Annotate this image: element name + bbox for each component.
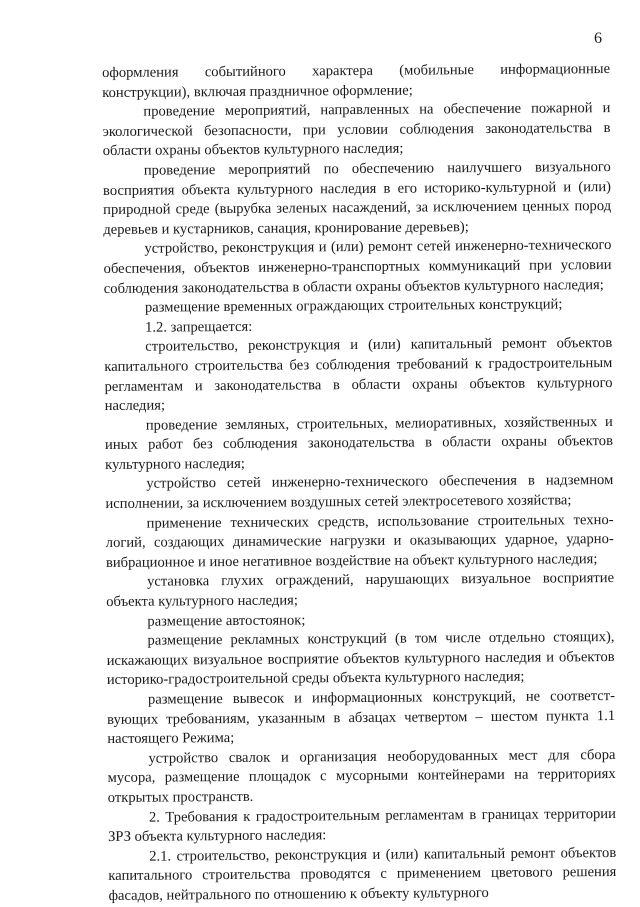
- paragraph: 2.1. строительство, реконструкция и (или) капитальный ремонт объектов капитального строительства проводятся с применением цветового решения фасадов, нейтрального по отношению к объекту культурного: [108, 844, 617, 904]
- paragraph: проведение мероприятий по обеспечению наилучшего визуального восприятия объекта культурного наследия в его историко-культурной и (или) природной среде (вырубка зеленых насаждений, за исключением ценных пород деревьев и кустарников, санация, кронирование деревьев);: [102, 158, 612, 238]
- paragraph: проведение земляных, строительных, мелиоративных, хозяйственных и иных работ без соблюдения законодательства в области охраны объектов культурного наследия;: [104, 413, 614, 473]
- section-heading-2: 2. Требования к градостроительным регламентам в границах территории ЗРЗ объекта культурного наследия:: [108, 805, 616, 846]
- paragraph-continued: оформления событийного характера (мобильные информационные конструкции), включая праздничное оформление;: [102, 61, 611, 101]
- paragraph: размещение рекламных конструкций (в том числе отдельно стоящих), искажающих визуальное восприятие объектов культурного наследия и объектов историко-градостроительной среды объекта культурного наследия;: [106, 629, 615, 689]
- paragraph: размещение временных ограждающих строительных конструкций;: [144, 296, 563, 316]
- paragraph: установка глухих ограждений, нарушающих визуальное восприятие объекта культурного наследия;: [106, 570, 615, 611]
- paragraph: строительство, реконструкция и (или) капитальный ремонт объектов капитального строительства без соблюдения требований к градостроительным регламентам и законодательства в области охраны объектов культурного наследия;: [104, 335, 613, 415]
- section-heading-1-2: 1.2. запрещается:: [145, 318, 253, 336]
- paragraph: размещение вывесок и информационных конструкций, не соответствующих требованиям, указанным в абзацах четвертом – шестом пункта 1.1 настоящего Режима;: [107, 687, 616, 748]
- paragraph: размещение автостоянок;: [147, 612, 306, 630]
- paragraph: устройство свалок и организация необорудованных мест для сбора мусора, размещение площадок с мусорными контейнерами на территориях открытых пространств.: [107, 746, 616, 806]
- page-number: 6: [594, 30, 602, 47]
- paragraph: устройство сетей инженерно-технического обеспечения в надземном исполнении, за исключением воздушных сетей электросетевого хозяйства;: [105, 472, 614, 513]
- paragraph: устройство, реконструкция и (или) ремонт сетей инженерно-технического обеспечения, объектов инженерно-транспортных коммуникаций при условии соблюдения законодательства в области охраны объектов культурного наследия;: [103, 237, 612, 297]
- paragraph: проведение мероприятий, направленных на обеспечение пожарной и экологической безопасности, при условии соблюдения законодательства в области охраны объектов культурного наследия;: [102, 100, 611, 160]
- document-body: [102, 60, 617, 906]
- paragraph: применение технических средств, использование строительных технологий, создающих динамические нагрузки и оказывающих ударное, ударно-вибрационное и иное негативное воздействие на объект культурного наследия;: [105, 511, 614, 571]
